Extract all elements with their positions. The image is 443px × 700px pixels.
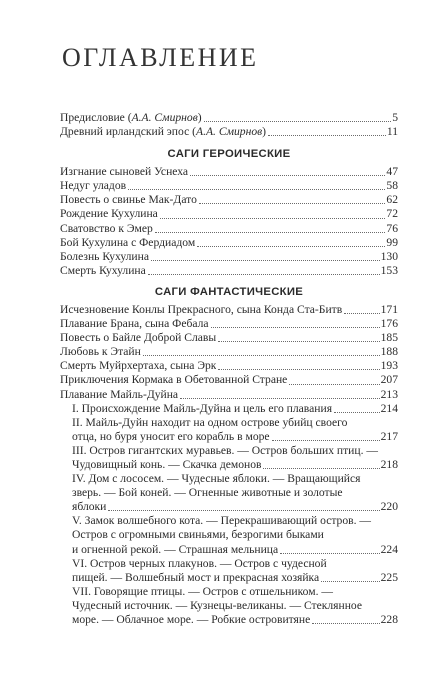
leader-dots	[321, 581, 379, 582]
entry-page: 220	[380, 500, 398, 514]
entry-label-line: и огненной рекой. — Страшная мельница	[72, 542, 279, 556]
entry-last-line	[72, 543, 398, 557]
fantastic-list	[60, 303, 398, 402]
entry-label: Плавание Майль-Дуйна	[60, 387, 179, 401]
entry-label: Болезнь Кухулина	[60, 249, 149, 263]
entry-label-line: Чудовищный конь. — Скачка демонов	[72, 457, 262, 471]
toc-entry-preface[interactable]	[60, 111, 398, 125]
entry-label-line: IV. Дом с лососем. — Чудесные яблоки. — Вращающийся	[72, 472, 361, 486]
toc-entry[interactable]	[60, 236, 398, 250]
toc-entry[interactable]	[60, 193, 398, 207]
subchapter-entry[interactable]	[72, 402, 398, 416]
entry-last-line	[72, 430, 398, 444]
entry-page: 62	[386, 193, 398, 207]
entry-label-line: яблоки	[72, 500, 107, 514]
entry-page: 72	[386, 207, 398, 221]
leader-dots	[211, 327, 380, 328]
entry-last-line	[72, 571, 398, 585]
leader-dots	[143, 355, 380, 356]
entry-label: Любовь к Этайн	[60, 345, 141, 359]
entry-page: 218	[380, 457, 398, 471]
entry-page: 171	[380, 302, 398, 316]
toc-entry[interactable]	[60, 179, 398, 193]
section-heading-fantastic: САГИ ФАНТАСТИЧЕСКИЕ	[154, 285, 304, 298]
entry-page: 188	[380, 345, 398, 359]
entry-page: 207	[380, 373, 398, 387]
subchapter-entry[interactable]	[72, 416, 398, 444]
entry-label-line: VII. Говорящие птицы. — Остров с отшельником. —	[72, 584, 333, 598]
leader-dots	[180, 398, 380, 399]
entry-label: Повесть о Байле Доброй Славы	[60, 331, 217, 345]
leader-dots	[108, 510, 379, 511]
entry-label-line: Чудесный источник. — Кузнецы-великаны. — Стеклянное	[72, 598, 363, 612]
entry-label-line: I. Происхождение Майль-Дуйна и цель его плавания	[72, 401, 333, 415]
leader-dots	[344, 313, 379, 314]
leader-dots	[199, 203, 386, 204]
entry-page: 47	[386, 165, 398, 179]
subchapter-list	[60, 402, 398, 628]
entry-label-line: VI. Остров черных плакунов. — Остров с чудесной	[72, 556, 327, 570]
entry-label-line: зверь. — Бой коней. — Огненные животные и золотые	[72, 486, 343, 500]
leader-dots	[204, 121, 392, 122]
entry-last-line	[72, 458, 398, 472]
entry-page: 99	[386, 235, 398, 249]
toc-entry[interactable]	[60, 303, 398, 317]
entry-last-line	[72, 402, 398, 416]
subchapter-entry[interactable]	[72, 514, 398, 556]
toc-entry[interactable]	[60, 165, 398, 179]
toc-entry[interactable]	[60, 264, 398, 278]
entry-page: 5	[392, 111, 398, 124]
subchapter-entry[interactable]	[72, 557, 398, 585]
entry-label: Изгнание сыновей Уснеха	[60, 165, 189, 179]
leader-dots	[272, 440, 380, 441]
entry-label-line: Остров с огромными свиньями, безрогими быками	[72, 528, 324, 542]
entry-label-line: море. — Облачное море. — Робкие островитяне	[72, 613, 311, 626]
entry-page: 76	[386, 221, 398, 235]
leader-dots	[160, 218, 386, 219]
entry-label-line: II. Майль-Дуйн находит на одном острове убийц своего	[72, 415, 348, 429]
section-heading-heroic: САГИ ГЕРОИЧЕСКИЕ	[167, 148, 291, 161]
leader-dots	[263, 468, 379, 469]
toc-entry[interactable]	[60, 250, 398, 264]
heroic-list	[60, 165, 398, 278]
toc-entry-ancient-epic[interactable]	[60, 125, 398, 139]
entry-last-line	[72, 500, 398, 514]
entry-label-line: III. Остров гигантских муравьев. — Остров больших птиц. —	[72, 443, 378, 457]
entry-label: Недуг уладов	[60, 179, 127, 193]
entry-page: 213	[380, 387, 398, 401]
leader-dots	[197, 246, 385, 247]
leader-dots	[289, 384, 379, 385]
entry-page: 153	[380, 263, 398, 277]
entry-page: 11	[386, 125, 398, 139]
entry-label: Смерть Муйрхертаха, сына Эрк	[60, 359, 217, 373]
leader-dots	[128, 189, 385, 190]
toc-entry[interactable]	[60, 317, 398, 331]
entry-label-line: отца, но буря уносит его корабль в море	[72, 429, 270, 443]
toc-entry[interactable]	[60, 207, 398, 221]
leader-dots	[268, 135, 386, 136]
entry-page: 224	[380, 542, 398, 556]
entry-label-line: V. Замок волшебного кота. — Перекрашивающий остров. —	[72, 514, 372, 528]
entry-label-line: пищей. — Волшебный мост и прекрасная хозяйка	[72, 570, 320, 584]
toc-entry[interactable]	[60, 222, 398, 236]
entry-page: 214	[380, 401, 398, 415]
subchapter-entry[interactable]	[72, 585, 398, 627]
leader-dots	[312, 623, 379, 624]
toc-entry[interactable]	[60, 373, 398, 387]
entry-last-line	[72, 613, 398, 627]
entry-label: Сватовство к Эмер	[60, 221, 153, 235]
entry-page: 217	[380, 429, 398, 443]
subchapter-entry[interactable]	[72, 444, 398, 472]
subchapter-entry[interactable]	[72, 472, 398, 514]
entry-label: Приключения Кормака в Обетованной Стране	[60, 373, 288, 387]
entry-page: 225	[380, 570, 398, 584]
entry-page: 130	[380, 249, 398, 263]
entry-page: 185	[380, 331, 398, 345]
entry-page: 228	[380, 613, 398, 626]
leader-dots	[148, 274, 380, 275]
entry-label: Рождение Кухулина	[60, 207, 158, 221]
leader-dots	[218, 369, 379, 370]
toc-entry[interactable]	[60, 331, 398, 345]
leader-dots	[218, 341, 379, 342]
leader-dots	[334, 412, 380, 413]
leader-dots	[190, 175, 385, 176]
leader-dots	[155, 232, 386, 233]
entry-label: Повесть о свинье Мак-Дато	[60, 193, 197, 207]
toc-entry[interactable]	[60, 359, 398, 373]
entry-label: Плавание Брана, сына Фебала	[60, 317, 209, 331]
page-title: ОГЛАВЛЕНИЕ	[62, 43, 259, 72]
toc-entry[interactable]	[60, 388, 398, 402]
entry-page: 193	[380, 359, 398, 373]
entry-page: 58	[386, 179, 398, 193]
entry-page: 176	[380, 317, 398, 331]
entry-label: Исчезновение Конлы Прекрасного, сына Конда Ста-Битв	[60, 302, 343, 316]
table-of-contents	[60, 111, 398, 627]
entry-label: Смерть Кухулина	[60, 263, 146, 277]
entry-label: Древний ирландский эпос (А.А. Смирнов)	[60, 125, 267, 139]
leader-dots	[280, 553, 379, 554]
entry-label: Бой Кухулина с Фердиадом	[60, 235, 196, 249]
entry-label: Предисловие (А.А. Смирнов)	[60, 111, 202, 124]
toc-entry[interactable]	[60, 345, 398, 359]
leader-dots	[151, 260, 380, 261]
